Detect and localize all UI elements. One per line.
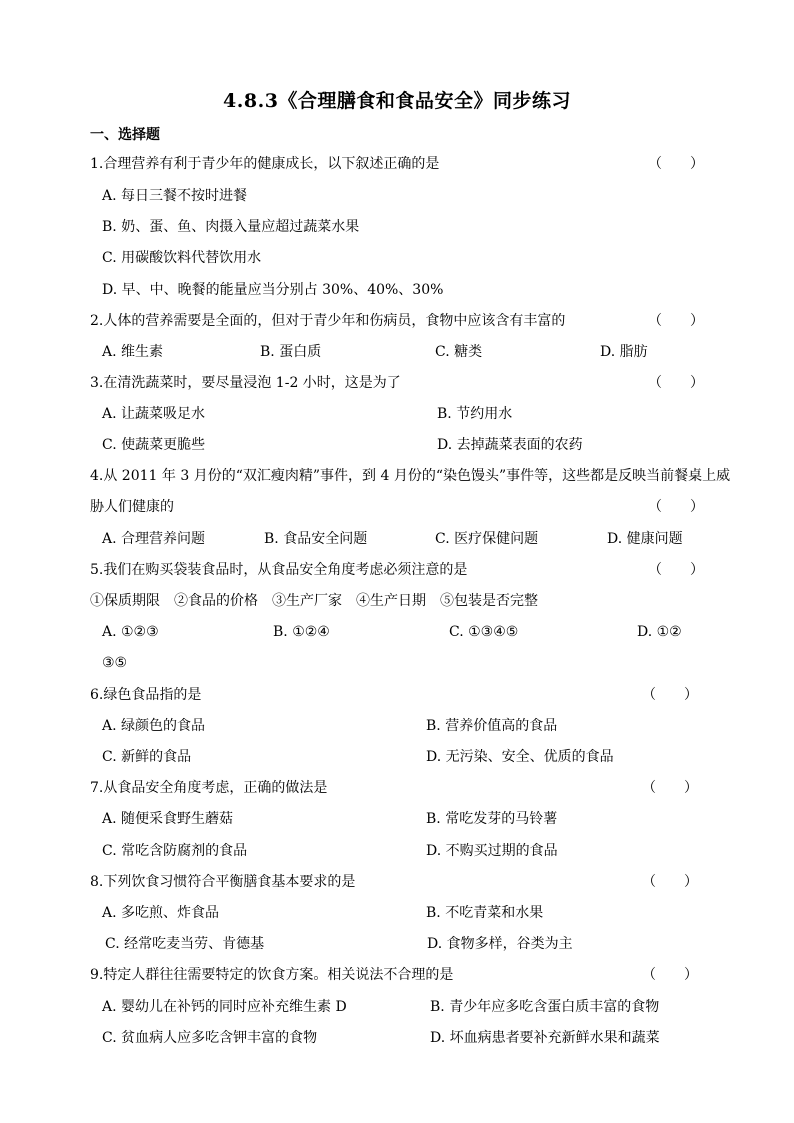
question-4-line-1 (90, 466, 731, 486)
question-1-options-row-4 (90, 280, 704, 300)
option-b: B. 节约用水 (437, 406, 513, 422)
option-d: D. 食物多样，谷类为主 (427, 936, 573, 952)
question-9 (90, 965, 704, 985)
question-9-stem: 9.特定人群往往需要特定的饮食方案。相关说法不合理的是 (90, 967, 454, 983)
question-1-options-row-1 (90, 186, 704, 206)
question-6-stem: 6.绿色食品指的是 (90, 687, 202, 703)
question-3-stem: 3.在清洗蔬菜时，要尽量浸泡 1-2 小时，这是为了 (90, 375, 401, 391)
question-6 (90, 685, 704, 705)
question-2-options (90, 342, 704, 362)
option-d: D. 早、中、晚餐的能量应当分别占 30%、40%、30% (102, 282, 444, 298)
answer-blank: （ ） (648, 313, 704, 329)
option-c: C. 贫血病人应多吃含钾丰富的食物 (102, 1030, 318, 1046)
option-d-continued: ③⑤ (102, 655, 128, 671)
option-a: A. 合理营养问题 (102, 531, 206, 547)
question-7 (90, 778, 704, 798)
option-a: A. 让蔬菜吸足水 (102, 406, 206, 422)
answer-blank: （ ） (642, 780, 698, 796)
option-b: B. 食品安全问题 (264, 531, 368, 547)
answer-blank: （ ） (642, 874, 698, 890)
option-b: B. 不吃青菜和水果 (426, 905, 544, 921)
option-c: C. ①③④⑤ (449, 624, 519, 640)
question-3-options-row-1 (90, 404, 704, 424)
option-d: D. 去掉蔬菜表面的农药 (437, 437, 583, 453)
option-c: C. 常吃含防腐剂的食品 (102, 843, 248, 859)
option-b: B. 营养价值高的食品 (426, 718, 558, 734)
option-a: A. 绿颜色的食品 (102, 718, 206, 734)
question-1 (90, 154, 704, 174)
question-1-options-row-2 (90, 217, 704, 237)
question-3 (90, 373, 704, 393)
question-5-stem: 5.我们在购买袋装食品时，从食品安全角度考虑必须注意的是 (90, 562, 468, 578)
question-2 (90, 311, 704, 331)
option-c: C. 新鲜的食品 (102, 749, 192, 765)
question-5-options-wrap (90, 653, 704, 673)
question-3-options-row-2 (90, 435, 704, 455)
answer-blank: （ ） (648, 562, 704, 578)
option-d: D. ①② (637, 624, 682, 640)
question-7-stem: 7.从食品安全角度考虑，正确的做法是 (90, 780, 328, 796)
option-a: A. ①②③ (102, 624, 159, 640)
option-d: D. 健康问题 (607, 531, 683, 547)
question-4-stem-cont: 胁人们健康的 (90, 499, 174, 515)
question-2-stem: 2.人体的营养需要是全面的，但对于青少年和伤病员，食物中应该含有丰富的 (90, 313, 566, 329)
question-1-stem: 1.合理营养有利于青少年的健康成长，以下叙述正确的是 (90, 156, 440, 172)
option-a: A. 婴幼儿在补钙的同时应补充维生素 D (102, 999, 347, 1015)
question-7-options-row-2 (90, 841, 704, 861)
question-9-options-row-1 (90, 997, 704, 1017)
option-d: D. 脂肪 (600, 344, 648, 360)
question-8-options-row-1 (90, 903, 704, 923)
option-a: A. 维生素 (102, 344, 164, 360)
option-c: C. 医疗保健问题 (435, 531, 539, 547)
option-c: C. 糖类 (435, 344, 483, 360)
question-5 (90, 560, 704, 580)
question-4-options (90, 529, 704, 549)
option-c: C. 使蔬菜更脆些 (102, 437, 206, 453)
option-d: D. 不购买过期的食品 (426, 843, 558, 859)
answer-blank: （ ） (648, 499, 704, 515)
option-b: B. 奶、蛋、鱼、肉摄入量应超过蔬菜水果 (102, 219, 360, 235)
option-d: D. 无污染、安全、优质的食品 (426, 749, 614, 765)
page-title: 4.8.3《合理膳食和食品安全》同步练习 (223, 90, 571, 112)
question-8 (90, 872, 704, 892)
option-d: D. 坏血病患者要补充新鲜水果和蔬菜 (430, 1030, 660, 1046)
option-c: C. 用碳酸饮料代替饮用水 (102, 250, 262, 266)
answer-blank: （ ） (642, 967, 698, 983)
answer-blank: （ ） (648, 156, 704, 172)
question-8-stem: 8.下列饮食习惯符合平衡膳食基本要求的是 (90, 874, 356, 890)
question-1-options-row-3 (90, 248, 704, 268)
answer-blank: （ ） (642, 687, 698, 703)
option-a: A. 随便采食野生蘑菇 (102, 811, 234, 827)
option-b: B. 蛋白质 (260, 344, 322, 360)
option-c: C. 经常吃麦当劳、肯德基 (105, 936, 265, 952)
answer-blank: （ ） (648, 375, 704, 391)
question-6-options-row-1 (90, 716, 704, 736)
option-a: A. 每日三餐不按时进餐 (102, 188, 248, 204)
question-6-options-row-2 (90, 747, 704, 767)
question-9-options-row-2 (90, 1028, 704, 1048)
question-7-options-row-1 (90, 809, 704, 829)
question-4-line-2 (90, 497, 704, 517)
option-a: A. 多吃煎、炸食品 (102, 905, 220, 921)
section-heading: 一、选择题 (90, 127, 160, 143)
option-b: B. ①②④ (273, 624, 330, 640)
option-b: B. 青少年应多吃含蛋白质丰富的食物 (430, 999, 660, 1015)
question-5-item-list: ①保质期限 ②食品的价格 ③生产厂家 ④生产日期 ⑤包装是否完整 (90, 593, 538, 609)
option-b: B. 常吃发芽的马铃薯 (426, 811, 558, 827)
question-4-stem: 4.从 2011 年 3 月份的“双汇瘦肉精”事件，到 4 月份的“染色馒头”事件等，这些都是反映当前餐桌上威 (90, 468, 731, 484)
question-5-items (90, 591, 704, 611)
question-8-options-row-2 (90, 934, 704, 954)
question-5-options (90, 622, 704, 642)
